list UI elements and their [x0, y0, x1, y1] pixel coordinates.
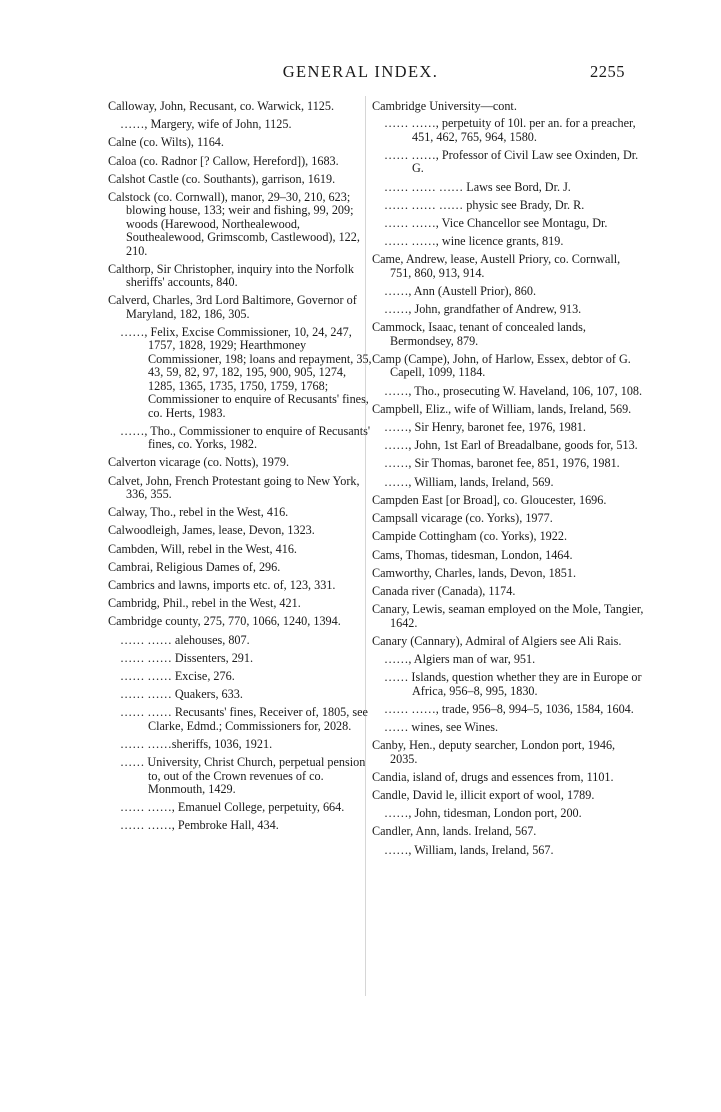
- index-entry: Calverton vicarage (co. Notts), 1979.: [108, 455, 290, 470]
- index-entry: Cambridg, Phil., rebel in the West, 421.: [108, 596, 301, 611]
- index-entry: Camp (Campe), John, of Harlow, Essex, debtor of G. Capell, 1099, 1184.: [372, 352, 631, 380]
- index-continuation-heading: Cambridge University—cont.: [372, 99, 517, 113]
- index-subentry: …… …… …… physic see Brady, Dr. R.: [384, 197, 585, 212]
- index-entry: Campbell, Eliz., wife of William, lands, Ireland, 569.: [372, 401, 632, 416]
- index-subentry: …… ……, perpetuity of 10l. per an. for a preacher, 451, 462, 765, 964, 1580.: [384, 116, 636, 144]
- index-entry: Calvet, John, French Protestant going to New York, 336, 355.: [108, 473, 360, 501]
- index-entry: Calwoodleigh, James, lease, Devon, 1323.: [108, 523, 315, 538]
- index-entry: Calthorp, Sir Christopher, inquiry into the Norfolk sheriffs' accounts, 840.: [108, 261, 354, 290]
- index-entry: Calway, Tho., rebel in the West, 416.: [108, 505, 289, 520]
- index-entry: Calshot Castle (co. Southants), garrison, 1619.: [108, 171, 336, 186]
- index-column-left: [108, 100, 376, 838]
- index-subentry: ……, Felix, Excise Commissioner, 10, 24, 247, 1757, 1828, 1929; Hearthmoney Commissioner, 198; loans and repayment, 35, 43, 59, 82, 97, 182, 195, 900, 905, 1274, 1285, 1365, 1735, 1750, 1759, 1768; Commissioner to enquire of Recusants' fines, co. Herts, 1983.: [120, 325, 372, 420]
- index-subentry: …… …… alehouses, 807.: [120, 632, 250, 647]
- index-subentry: ……, Margery, wife of John, 1125.: [120, 117, 292, 132]
- index-entry: Canada river (Canada), 1174.: [372, 583, 516, 598]
- index-subentry: ……, John, grandfather of Andrew, 913.: [384, 302, 582, 317]
- index-subentry: …… ……, Emanuel College, perpetuity, 664.: [120, 800, 345, 815]
- index-subentry: ……, Sir Thomas, baronet fee, 851, 1976, 1981.: [384, 456, 620, 471]
- index-subentry: ……, John, 1st Earl of Breadalbane, goods for, 513.: [384, 438, 638, 453]
- index-subentry: …… ……sheriffs, 1036, 1921.: [120, 736, 273, 751]
- index-subentry: …… ……, Pembroke Hall, 434.: [120, 818, 279, 833]
- page-header: [0, 62, 721, 86]
- index-subentry: …… ……, wine licence grants, 819.: [384, 234, 564, 249]
- index-subentry: ……, John, tidesman, London port, 200.: [384, 806, 582, 821]
- index-subentry: …… Islands, question whether they are in Europe or Africa, 956–8, 995, 1830.: [384, 670, 642, 698]
- index-subentry: ……, Tho., Commissioner to enquire of Recusants' fines, co. Yorks, 1982.: [120, 423, 371, 452]
- index-subentry: …… …… Excise, 276.: [120, 668, 235, 683]
- index-subentry: …… University, Christ Church, perpetual pension to, out of the Crown revenues of co. Monmouth, 1429.: [120, 755, 366, 796]
- index-entry: Camworthy, Charles, lands, Devon, 1851.: [372, 565, 576, 580]
- index-entry: Canary, Lewis, seaman employed on the Mole, Tangier, 1642.: [372, 602, 644, 630]
- index-subentry: …… ……, trade, 956–8, 994–5, 1036, 1584, 1604.: [384, 701, 634, 716]
- index-subentry: …… …… Recusants' fines, Receiver of, 1805, see Clarke, Edmd.; Commissioners for, 2028.: [120, 705, 368, 733]
- index-entry: Cambrai, Religious Dames of, 296.: [108, 559, 281, 574]
- index-entry: Calne (co. Wilts), 1164.: [108, 135, 224, 150]
- index-subentry: …… ……, Vice Chancellor see Montagu, Dr.: [384, 216, 608, 231]
- index-entry: Campide Cottingham (co. Yorks), 1922.: [372, 529, 567, 544]
- index-entry: Came, Andrew, lease, Austell Priory, co. Cornwall, 751, 860, 913, 914.: [372, 252, 621, 280]
- index-subentry: …… wines, see Wines.: [384, 719, 499, 734]
- index-entry: Cambden, Will, rebel in the West, 416.: [108, 541, 297, 556]
- index-entry: Cambridge county, 275, 770, 1066, 1240, 1394.: [108, 614, 341, 629]
- index-subentry: …… …… Quakers, 633.: [120, 687, 243, 702]
- index-column-right: [372, 100, 644, 862]
- index-entry: Caloa (co. Radnor [? Callow, Hereford]), 1683.: [108, 153, 339, 168]
- index-entry: Calloway, John, Recusant, co. Warwick, 1125.: [108, 99, 335, 113]
- index-entry: Candia, island of, drugs and essences from, 1101.: [372, 769, 614, 784]
- index-subentry: ……, William, lands, Ireland, 567.: [384, 842, 554, 857]
- index-entry: Candler, Ann, lands. Ireland, 567.: [372, 824, 537, 839]
- index-entry: Cambrics and lawns, imports etc. of, 123, 331.: [108, 577, 336, 592]
- index-subentry: ……, Sir Henry, baronet fee, 1976, 1981.: [384, 420, 586, 435]
- index-entry: Canby, Hen., deputy searcher, London port, 1946, 2035.: [372, 738, 616, 766]
- index-entry: Campsall vicarage (co. Yorks), 1977.: [372, 511, 553, 526]
- index-entry: Canary (Cannary), Admiral of Algiers see Ali Rais.: [372, 633, 622, 648]
- index-entry: Campden East [or Broad], co. Gloucester, 1696.: [372, 492, 607, 507]
- index-entry: Cammock, Isaac, tenant of concealed lands, Bermondsey, 879.: [372, 320, 586, 348]
- page-number: 2255: [590, 62, 625, 81]
- index-subentry: …… …… …… Laws see Bord, Dr. J.: [384, 179, 571, 194]
- index-subentry: …… ……, Professor of Civil Law see Oxinden, Dr. G.: [384, 148, 639, 176]
- index-entry: Calverd, Charles, 3rd Lord Baltimore, Governor of Maryland, 182, 186, 305.: [108, 293, 357, 321]
- index-subentry: ……, Ann (Austell Prior), 860.: [384, 284, 536, 299]
- page-title: GENERAL INDEX.: [282, 62, 439, 81]
- index-entry: Cams, Thomas, tidesman, London, 1464.: [372, 547, 573, 562]
- index-subentry: ……, William, lands, Ireland, 569.: [384, 474, 554, 489]
- index-subentry: ……, Tho., prosecuting W. Haveland, 106, 107, 108.: [384, 383, 643, 398]
- index-entry: Candle, David le, illicit export of wool, 1789.: [372, 787, 595, 802]
- index-subentry: …… …… Dissenters, 291.: [120, 650, 254, 665]
- column-divider: [365, 96, 366, 996]
- index-entry: Calstock (co. Cornwall), manor, 29–30, 210, 623; blowing house, 133; weir and fishing, 99, 209; woods (Harewood, Northealewood, Southealewood, Grimscomb, Castlewood), 122, 210.: [108, 190, 360, 258]
- index-subentry: ……, Algiers man of war, 951.: [384, 651, 536, 666]
